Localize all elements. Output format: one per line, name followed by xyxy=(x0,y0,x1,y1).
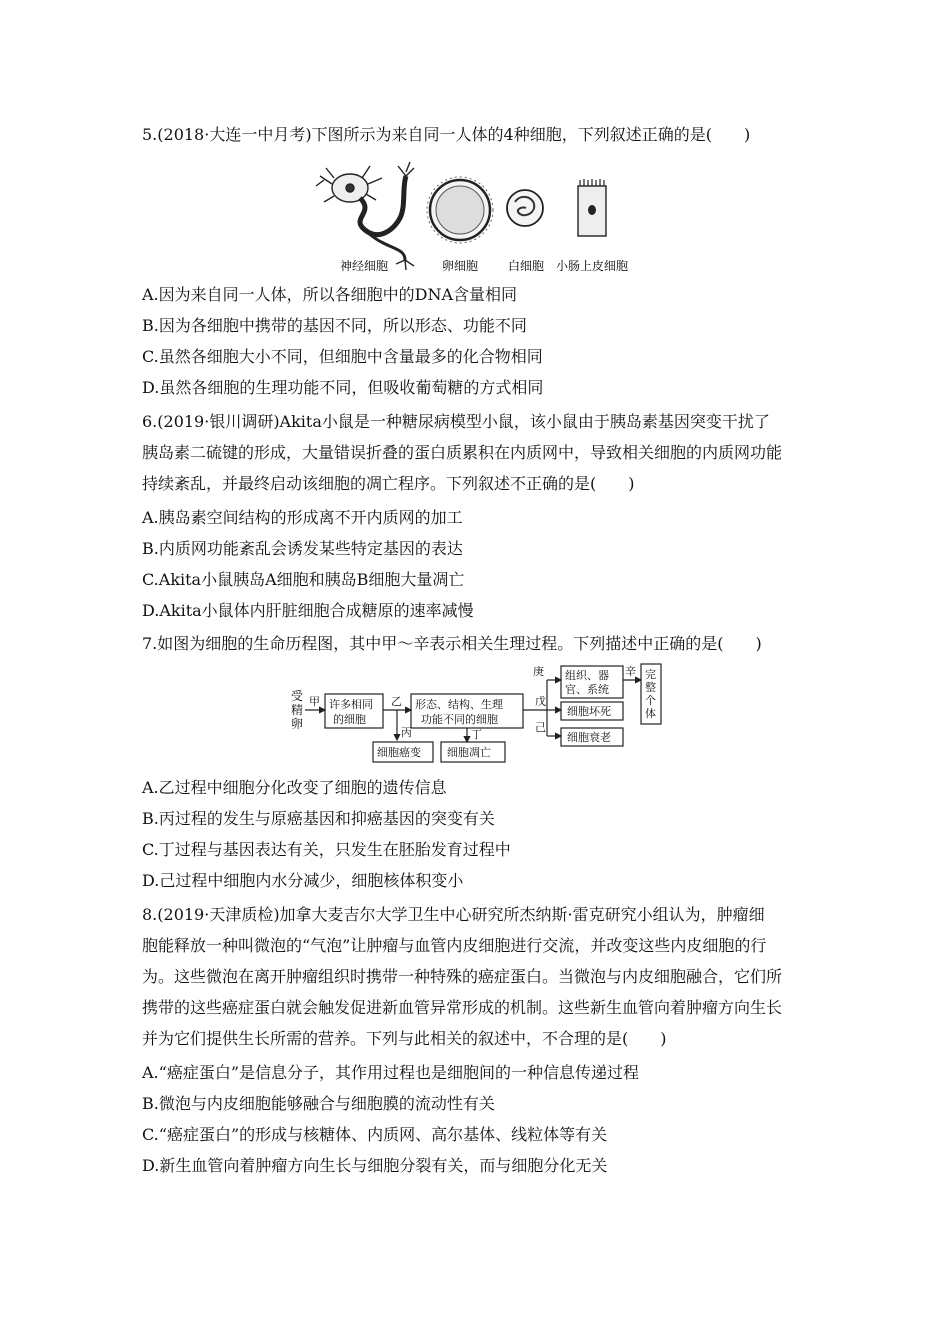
white-blood-cell-label: 白细胞 xyxy=(508,259,545,273)
q7-option-c: C.丁过程与基因表达有关，只发生在胚胎发育过程中 xyxy=(142,840,511,859)
q8-stem-line-2: 胞能释放一种叫微泡的“气泡”让肿瘤与血管内皮细胞进行交流，并改变这些内皮细胞的行 xyxy=(142,936,767,955)
proc-bing: 丙 xyxy=(401,726,412,739)
q8-option-a: A.“癌症蛋白”是信息分子，其作用过程也是细胞间的一种信息传递过程 xyxy=(142,1063,640,1082)
proc-wu: 戊 xyxy=(535,695,546,708)
q7-option-a: A.乙过程中细胞分化改变了细胞的遗传信息 xyxy=(142,778,447,797)
box-many-line-2: 的细胞 xyxy=(333,713,366,726)
box-diff-line-1: 形态、结构、生理 xyxy=(415,698,503,711)
proc-ding: 丁 xyxy=(471,728,482,741)
q8-option-c: C.“癌症蛋白”的形成与核糖体、内质网、高尔基体、线粒体等有关 xyxy=(142,1125,608,1144)
node-zygote-char-3: 卵 xyxy=(291,717,304,731)
q5-option-c: C.虽然各细胞大小不同，但细胞中含量最多的化合物相同 xyxy=(142,347,543,366)
q5-option-b: B.因为各细胞中携带的基因不同，所以形态、功能不同 xyxy=(142,316,527,335)
box-necrosis: 细胞坏死 xyxy=(567,705,611,718)
q8-stem-line-3: 为。这些微泡在离开肿瘤组织时携带一种特殊的癌症蛋白。当微泡与内皮细胞融合，它们所 xyxy=(142,967,783,986)
q6-option-c: C.Akita小鼠胰岛A细胞和胰岛B细胞大量凋亡 xyxy=(142,570,465,589)
proc-jia: 甲 xyxy=(309,695,320,708)
intestinal-cell-label: 小肠上皮细胞 xyxy=(556,259,629,273)
box-apoptosis: 细胞凋亡 xyxy=(447,746,491,759)
q5-option-a: A.因为来自同一人体，所以各细胞中的DNA含量相同 xyxy=(142,285,518,304)
proc-yi: 乙 xyxy=(391,695,402,708)
q8-option-d: D.新生血管向着肿瘤方向生长与细胞分裂有关，而与细胞分化无关 xyxy=(142,1156,608,1175)
box-whole-char-2: 整 xyxy=(645,681,656,694)
q8-stem-line-5: 并为它们提供生长所需的营养。下列与此相关的叙述中，不合理的是( ) xyxy=(142,1029,667,1048)
proc-ji: 己 xyxy=(535,721,546,734)
box-whole-char-1: 完 xyxy=(645,668,656,681)
q6-stem-line-2: 胰岛素二硫键的形成，大量错误折叠的蛋白质累积在内质网中，导致相关细胞的内质网功能 xyxy=(142,443,783,462)
neuron-drawing xyxy=(316,162,414,270)
box-diff-line-2: 功能不同的细胞 xyxy=(421,713,498,726)
q6-option-d: D.Akita小鼠体内肝脏细胞合成糖原的速率减慢 xyxy=(142,601,474,620)
node-zygote-char-2: 精 xyxy=(291,703,304,717)
q6-stem-line-3: 持续紊乱，并最终启动该细胞的凋亡程序。下列叙述不正确的是( ) xyxy=(142,474,635,493)
q5-cell-figure xyxy=(310,158,650,278)
box-whole-char-3: 个 xyxy=(645,694,656,707)
q5-option-d: D.虽然各细胞的生理功能不同，但吸收葡萄糖的方式相同 xyxy=(142,378,544,397)
proc-xin: 辛 xyxy=(625,665,636,678)
q8-stem-line-1: 8.(2019·天津质检)加拿大麦吉尔大学卫生中心研究所杰纳斯·雷克研究小组认为，肿瘤细 xyxy=(142,905,765,924)
q6-option-b: B.内质网功能紊乱会诱发某些特定基因的表达 xyxy=(142,539,463,558)
white-blood-cell-drawing xyxy=(507,190,543,226)
q7-option-b: B.丙过程的发生与原癌基因和抑癌基因的突变有关 xyxy=(142,809,495,828)
box-aging: 细胞衰老 xyxy=(567,731,611,744)
box-tissue-line-2: 官、系统 xyxy=(565,683,609,696)
node-zygote-char-1: 受 xyxy=(291,689,304,703)
box-whole-char-4: 体 xyxy=(645,707,656,720)
q6-stem-line-1: 6.(2019·银川调研)Akita小鼠是一种糖尿病模型小鼠，该小鼠由于胰岛素基因突变干扰了 xyxy=(142,412,770,431)
q8-stem-line-4: 携带的这些癌症蛋白就会触发促进新血管异常形成的机制。这些新生血管向着肿瘤方向生长 xyxy=(142,998,783,1017)
q7-life-history-diagram xyxy=(285,660,705,770)
box-many-line-1: 许多相同 xyxy=(329,698,373,711)
egg-cell-drawing xyxy=(427,177,493,243)
q5-stem: 5.(2018·大连一中月考)下图所示为来自同一人体的4种细胞，下列叙述正确的是( ) xyxy=(142,125,751,144)
q8-option-b: B.微泡与内皮细胞能够融合与细胞膜的流动性有关 xyxy=(142,1094,495,1113)
q7-option-d: D.己过程中细胞内水分减少，细胞核体积变小 xyxy=(142,871,464,890)
q7-stem: 7.如图为细胞的生命历程图，其中甲～辛表示相关生理过程。下列描述中正确的是( ) xyxy=(142,634,762,653)
box-cancer: 细胞癌变 xyxy=(377,746,421,759)
egg-cell-label: 卵细胞 xyxy=(442,259,479,273)
proc-geng: 庚 xyxy=(533,665,544,678)
intestinal-cell-drawing xyxy=(578,179,606,236)
box-tissue-line-1: 组织、器 xyxy=(565,669,609,682)
neuron-label: 神经细胞 xyxy=(340,259,389,273)
q6-option-a: A.胰岛素空间结构的形成离不开内质网的加工 xyxy=(142,508,463,527)
